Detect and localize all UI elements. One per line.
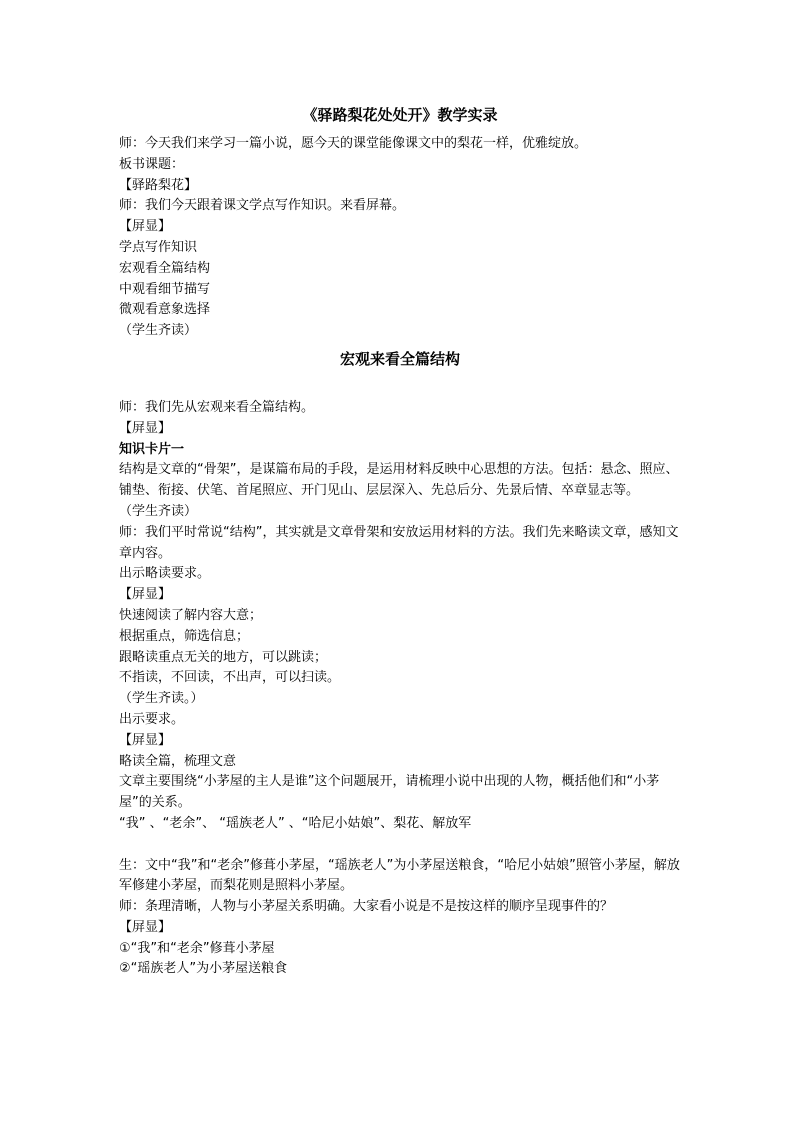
paragraph: （学生齐读） bbox=[119, 323, 198, 339]
paragraph: 板书课题： bbox=[119, 156, 185, 172]
paragraph: 学点写作知识 bbox=[119, 239, 198, 255]
paragraph: 中观看细节描写 bbox=[119, 281, 211, 297]
list-item: ①“我”和“老余”修葺小茅屋 bbox=[119, 940, 275, 956]
paragraph: 结构是文章的“骨架”，是谋篇布局的手段，是运用材料反映中心思想的方法。包括：悬念、照应、铺垫、衔接、伏笔、首尾照应、开门见山、层层深入、先总后分、先景后情、卒章显志等。 bbox=[119, 462, 679, 499]
list-item: 快速阅读了解内容大意； bbox=[119, 607, 263, 623]
paragraph: 【屏显】 bbox=[119, 732, 172, 748]
list-item: 根据重点，筛选信息； bbox=[119, 628, 250, 644]
paragraph: 宏观看全篇结构 bbox=[119, 260, 211, 276]
list-item: ②“瑶族老人”为小茅屋送粮食 bbox=[119, 961, 288, 977]
section-heading: 宏观来看全篇结构 bbox=[339, 349, 460, 368]
paragraph: 略读全篇，梳理文意 bbox=[119, 753, 237, 769]
paragraph: 生：文中“我”和“老余”修葺小茅屋，“瑶族老人”为小茅屋送粮食，“哈尼小姑娘”照管小茅屋，解放军修建小茅屋，而梨花则是照料小茅屋。 bbox=[119, 857, 680, 894]
paragraph: （学生齐读。） bbox=[119, 691, 204, 707]
knowledge-card-title: 知识卡片一 bbox=[119, 441, 185, 457]
paragraph: 师：条理清晰，人物与小茅屋关系明确。大家看小说是不是按这样的顺序呈现事件的？ bbox=[119, 899, 614, 915]
paragraph: 【屏显】 bbox=[119, 919, 172, 935]
paragraph: 【屏显】 bbox=[119, 587, 172, 603]
document-title: 《驿路梨花处处开》教学实录 bbox=[302, 106, 498, 124]
paragraph: 【屏显】 bbox=[119, 219, 172, 235]
paragraph: 微观看意象选择 bbox=[119, 302, 211, 318]
list-item: 不指读，不回读，不出声，可以扫读。 bbox=[119, 670, 341, 686]
document-page bbox=[119, 104, 681, 980]
paragraph: 师：我们今天跟着课文学点写作知识。来看屏幕。 bbox=[119, 198, 406, 214]
paragraph: 出示略读要求。 bbox=[119, 566, 211, 582]
list-item: 跟略读重点无关的地方，可以跳读； bbox=[119, 649, 328, 665]
paragraph: 师：我们平时常说“结构”，其实就是文章骨架和安放运用材料的方法。我们先来略读文章，感知文章内容。 bbox=[119, 524, 679, 561]
paragraph: 【屏显】 bbox=[119, 420, 172, 436]
paragraph: （学生齐读） bbox=[119, 503, 198, 519]
paragraph: 【驿路梨花】 bbox=[119, 177, 198, 193]
paragraph: 师：我们先从宏观来看全篇结构。 bbox=[119, 399, 315, 415]
paragraph: 文章主要围绕“小茅屋的主人是谁”这个问题展开，请梳理小说中出现的人物，概括他们和“小茅屋”的关系。 bbox=[119, 774, 660, 811]
paragraph: 师：今天我们来学习一篇小说，愿今天的课堂能像课文中的梨花一样，优雅绽放。 bbox=[119, 136, 588, 151]
paragraph: “我” 、“老余”、 “瑶族老人” 、“哈尼小姑娘”、梨花、解放军 bbox=[119, 815, 472, 831]
blank-line bbox=[119, 835, 681, 856]
paragraph: 出示要求。 bbox=[119, 711, 185, 727]
